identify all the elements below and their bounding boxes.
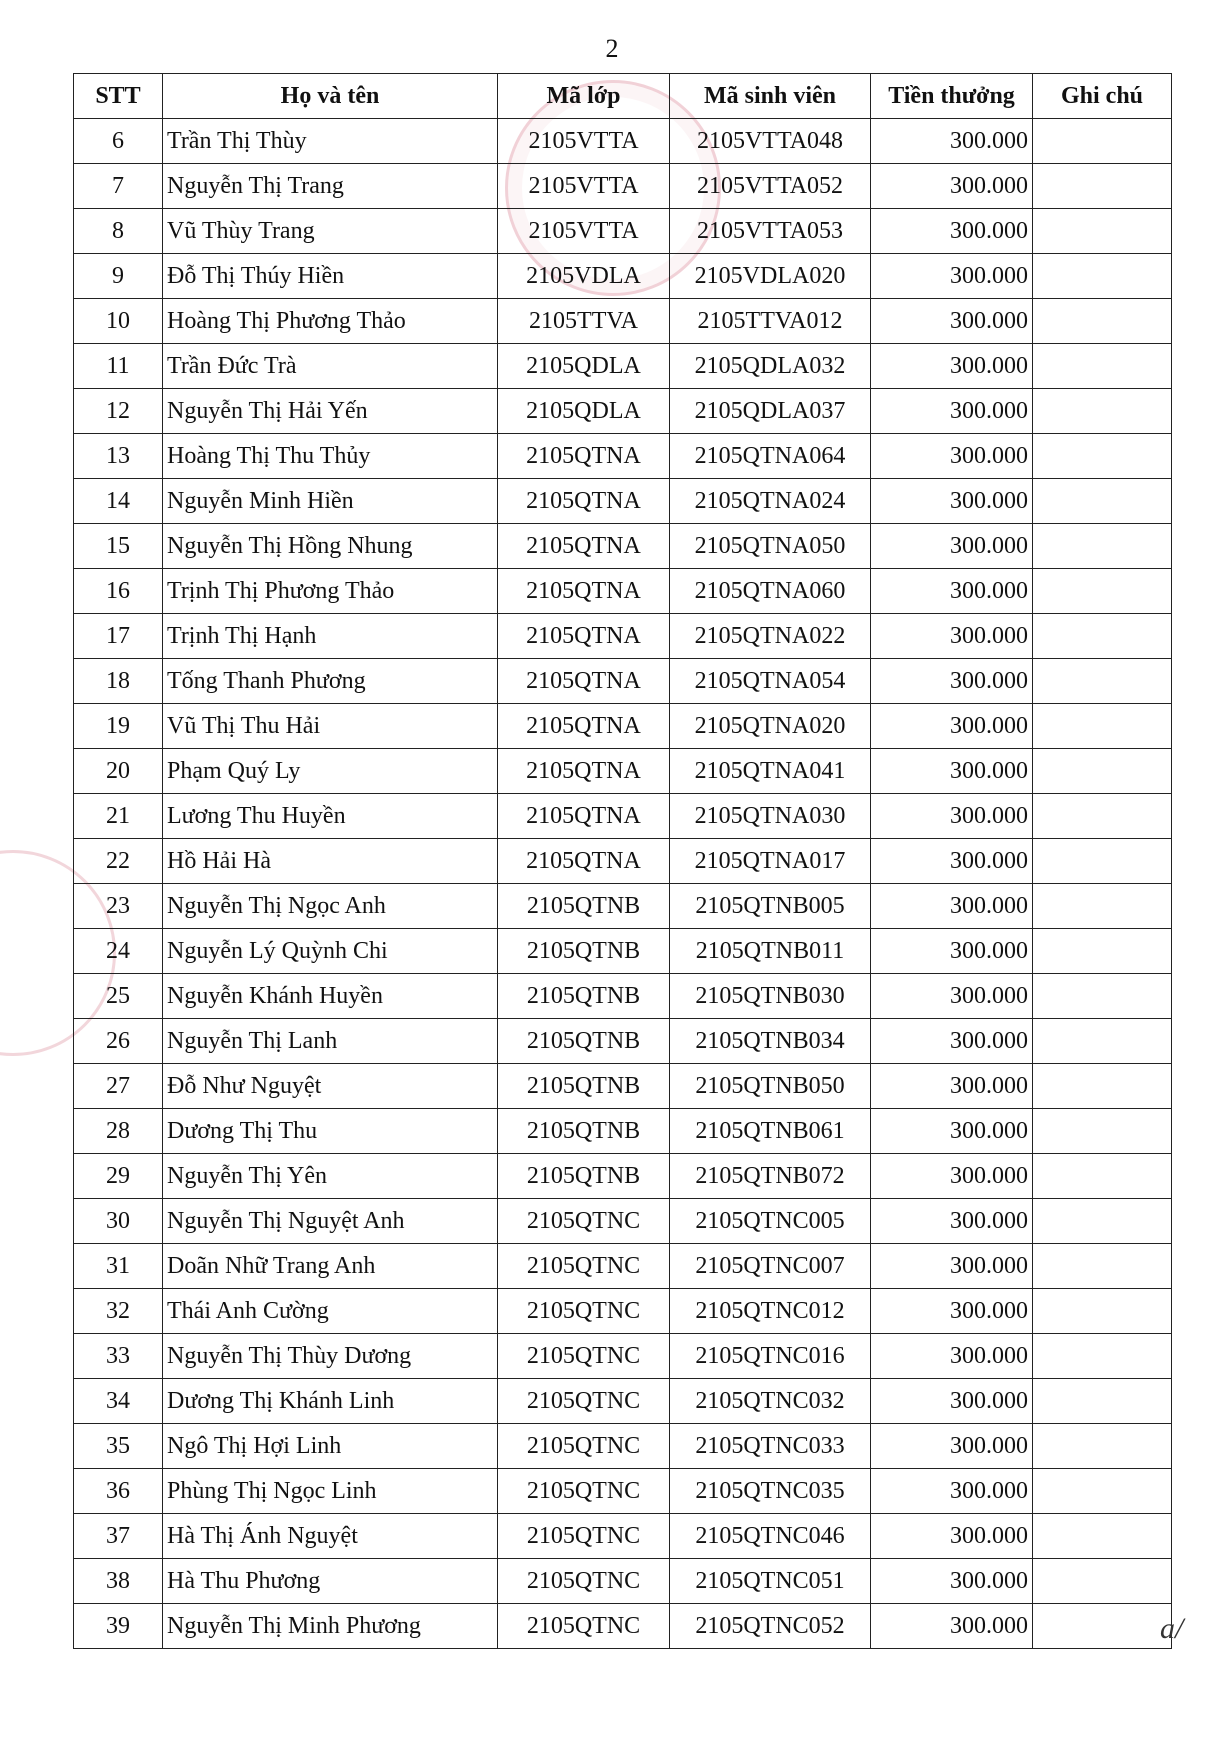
cell-note	[1033, 1064, 1172, 1109]
cell-reward: 300.000	[871, 1559, 1033, 1604]
cell-class-code: 2105QTNB	[498, 974, 670, 1019]
header-stt: STT	[74, 74, 163, 119]
cell-stt: 28	[74, 1109, 163, 1154]
header-note: Ghi chú	[1033, 74, 1172, 119]
table-row	[74, 524, 1172, 569]
table-row	[74, 569, 1172, 614]
cell-name: Lương Thu Huyền	[163, 794, 498, 839]
cell-student-id: 2105QTNC052	[670, 1604, 871, 1649]
initials-signature: a/	[1160, 1612, 1184, 1645]
cell-name: Nguyễn Thị Yên	[163, 1154, 498, 1199]
cell-stt: 12	[74, 389, 163, 434]
cell-class-code: 2105QTNA	[498, 524, 670, 569]
cell-stt: 15	[74, 524, 163, 569]
cell-student-id: 2105QTNC032	[670, 1379, 871, 1424]
cell-name: Tống Thanh Phương	[163, 659, 498, 704]
cell-stt: 23	[74, 884, 163, 929]
cell-student-id: 2105QTNB034	[670, 1019, 871, 1064]
cell-reward: 300.000	[871, 1604, 1033, 1649]
table-row	[74, 1604, 1172, 1649]
table-row	[74, 344, 1172, 389]
cell-student-id: 2105QTNB050	[670, 1064, 871, 1109]
cell-student-id: 2105QTNC016	[670, 1334, 871, 1379]
cell-reward: 300.000	[871, 1289, 1033, 1334]
cell-note	[1033, 1154, 1172, 1199]
header-name: Họ và tên	[163, 74, 498, 119]
cell-note	[1033, 749, 1172, 794]
cell-note	[1033, 839, 1172, 884]
table-row	[74, 1019, 1172, 1064]
cell-name: Nguyễn Thị Nguyệt Anh	[163, 1199, 498, 1244]
cell-name: Nguyễn Thị Hồng Nhung	[163, 524, 498, 569]
table-row	[74, 1424, 1172, 1469]
cell-note	[1033, 614, 1172, 659]
cell-stt: 24	[74, 929, 163, 974]
cell-stt: 18	[74, 659, 163, 704]
cell-note	[1033, 1604, 1172, 1649]
cell-student-id: 2105QTNB030	[670, 974, 871, 1019]
cell-name: Nguyễn Minh Hiền	[163, 479, 498, 524]
cell-name: Ngô Thị Hợi Linh	[163, 1424, 498, 1469]
cell-name: Nguyễn Thị Ngọc Anh	[163, 884, 498, 929]
cell-name: Trần Đức Trà	[163, 344, 498, 389]
cell-reward: 300.000	[871, 749, 1033, 794]
cell-name: Hồ Hải Hà	[163, 839, 498, 884]
cell-name: Hà Thu Phương	[163, 1559, 498, 1604]
cell-student-id: 2105QTNB072	[670, 1154, 871, 1199]
cell-reward: 300.000	[871, 299, 1033, 344]
cell-name: Trần Thị Thùy	[163, 119, 498, 164]
cell-stt: 8	[74, 209, 163, 254]
cell-note	[1033, 1334, 1172, 1379]
table-row	[74, 929, 1172, 974]
table-row	[74, 839, 1172, 884]
cell-reward: 300.000	[871, 974, 1033, 1019]
cell-reward: 300.000	[871, 1154, 1033, 1199]
cell-reward: 300.000	[871, 119, 1033, 164]
table-row	[74, 884, 1172, 929]
cell-stt: 7	[74, 164, 163, 209]
cell-note	[1033, 1469, 1172, 1514]
cell-student-id: 2105VTTA052	[670, 164, 871, 209]
cell-student-id: 2105QTNA050	[670, 524, 871, 569]
cell-reward: 300.000	[871, 1244, 1033, 1289]
cell-class-code: 2105QTNA	[498, 614, 670, 659]
cell-student-id: 2105QTNC012	[670, 1289, 871, 1334]
cell-stt: 10	[74, 299, 163, 344]
cell-stt: 20	[74, 749, 163, 794]
table-row	[74, 974, 1172, 1019]
cell-name: Trịnh Thị Phương Thảo	[163, 569, 498, 614]
cell-note	[1033, 974, 1172, 1019]
cell-stt: 9	[74, 254, 163, 299]
cell-note	[1033, 1019, 1172, 1064]
cell-name: Phùng Thị Ngọc Linh	[163, 1469, 498, 1514]
cell-reward: 300.000	[871, 209, 1033, 254]
cell-class-code: 2105VTTA	[498, 119, 670, 164]
table-row	[74, 209, 1172, 254]
cell-reward: 300.000	[871, 254, 1033, 299]
cell-name: Nguyễn Thị Minh Phương	[163, 1604, 498, 1649]
table-body	[74, 119, 1172, 1649]
table-row	[74, 1289, 1172, 1334]
cell-name: Nguyễn Thị Hải Yến	[163, 389, 498, 434]
cell-student-id: 2105VTTA048	[670, 119, 871, 164]
cell-stt: 21	[74, 794, 163, 839]
cell-reward: 300.000	[871, 389, 1033, 434]
cell-class-code: 2105QTNA	[498, 659, 670, 704]
cell-note	[1033, 1559, 1172, 1604]
header-student-id: Mã sinh viên	[670, 74, 871, 119]
cell-stt: 17	[74, 614, 163, 659]
cell-student-id: 2105QTNA064	[670, 434, 871, 479]
table-row	[74, 1154, 1172, 1199]
cell-reward: 300.000	[871, 1514, 1033, 1559]
cell-name: Nguyễn Thị Lanh	[163, 1019, 498, 1064]
cell-reward: 300.000	[871, 614, 1033, 659]
cell-student-id: 2105QDLA037	[670, 389, 871, 434]
cell-reward: 300.000	[871, 1019, 1033, 1064]
cell-student-id: 2105QTNC046	[670, 1514, 871, 1559]
cell-reward: 300.000	[871, 929, 1033, 974]
cell-name: Nguyễn Lý Quỳnh Chi	[163, 929, 498, 974]
cell-reward: 300.000	[871, 884, 1033, 929]
cell-class-code: 2105QTNC	[498, 1424, 670, 1469]
cell-reward: 300.000	[871, 1199, 1033, 1244]
cell-stt: 31	[74, 1244, 163, 1289]
cell-note	[1033, 119, 1172, 164]
cell-student-id: 2105QTNB005	[670, 884, 871, 929]
cell-stt: 11	[74, 344, 163, 389]
cell-class-code: 2105QTNB	[498, 1109, 670, 1154]
cell-name: Thái Anh Cường	[163, 1289, 498, 1334]
cell-note	[1033, 1109, 1172, 1154]
cell-stt: 14	[74, 479, 163, 524]
cell-stt: 37	[74, 1514, 163, 1559]
cell-stt: 13	[74, 434, 163, 479]
cell-class-code: 2105QTNC	[498, 1514, 670, 1559]
cell-reward: 300.000	[871, 1064, 1033, 1109]
cell-student-id: 2105QTNB061	[670, 1109, 871, 1154]
cell-note	[1033, 479, 1172, 524]
cell-name: Hoàng Thị Phương Thảo	[163, 299, 498, 344]
table-row	[74, 794, 1172, 839]
cell-student-id: 2105QTNC033	[670, 1424, 871, 1469]
cell-student-id: 2105QTNA022	[670, 614, 871, 659]
table-row	[74, 749, 1172, 794]
cell-class-code: 2105QTNC	[498, 1289, 670, 1334]
cell-class-code: 2105QTNC	[498, 1604, 670, 1649]
cell-student-id: 2105QDLA032	[670, 344, 871, 389]
cell-student-id: 2105QTNA030	[670, 794, 871, 839]
cell-note	[1033, 434, 1172, 479]
reward-list-table	[73, 73, 1172, 1649]
cell-class-code: 2105QTNB	[498, 929, 670, 974]
cell-name: Nguyễn Khánh Huyền	[163, 974, 498, 1019]
cell-note	[1033, 524, 1172, 569]
table-row	[74, 299, 1172, 344]
cell-note	[1033, 884, 1172, 929]
table-row	[74, 434, 1172, 479]
cell-stt: 39	[74, 1604, 163, 1649]
cell-class-code: 2105QTNB	[498, 1019, 670, 1064]
cell-student-id: 2105VDLA020	[670, 254, 871, 299]
cell-note	[1033, 569, 1172, 614]
cell-student-id: 2105QTNC035	[670, 1469, 871, 1514]
cell-class-code: 2105VTTA	[498, 209, 670, 254]
cell-note	[1033, 299, 1172, 344]
cell-reward: 300.000	[871, 1109, 1033, 1154]
cell-student-id: 2105QTNC051	[670, 1559, 871, 1604]
table-row	[74, 479, 1172, 524]
cell-class-code: 2105QTNA	[498, 794, 670, 839]
cell-class-code: 2105QTNA	[498, 704, 670, 749]
cell-note	[1033, 1424, 1172, 1469]
cell-stt: 34	[74, 1379, 163, 1424]
cell-reward: 300.000	[871, 1334, 1033, 1379]
cell-name: Đỗ Thị Thúy Hiền	[163, 254, 498, 299]
cell-name: Vũ Thùy Trang	[163, 209, 498, 254]
cell-student-id: 2105QTNC007	[670, 1244, 871, 1289]
cell-name: Vũ Thị Thu Hải	[163, 704, 498, 749]
cell-class-code: 2105QTNC	[498, 1379, 670, 1424]
cell-reward: 300.000	[871, 1424, 1033, 1469]
cell-note	[1033, 1199, 1172, 1244]
cell-student-id: 2105QTNB011	[670, 929, 871, 974]
table-row	[74, 119, 1172, 164]
cell-class-code: 2105QTNA	[498, 434, 670, 479]
cell-stt: 25	[74, 974, 163, 1019]
cell-class-code: 2105QTNB	[498, 884, 670, 929]
table-row	[74, 164, 1172, 209]
cell-name: Doãn Nhữ Trang Anh	[163, 1244, 498, 1289]
header-reward: Tiền thưởng	[871, 74, 1033, 119]
cell-reward: 300.000	[871, 704, 1033, 749]
cell-reward: 300.000	[871, 569, 1033, 614]
cell-reward: 300.000	[871, 794, 1033, 839]
cell-note	[1033, 1289, 1172, 1334]
cell-student-id: 2105VTTA053	[670, 209, 871, 254]
cell-class-code: 2105QDLA	[498, 389, 670, 434]
cell-stt: 19	[74, 704, 163, 749]
cell-class-code: 2105QTNA	[498, 749, 670, 794]
cell-class-code: 2105QTNC	[498, 1334, 670, 1379]
cell-student-id: 2105QTNC005	[670, 1199, 871, 1244]
cell-name: Nguyễn Thị Trang	[163, 164, 498, 209]
table-row	[74, 254, 1172, 299]
cell-student-id: 2105QTNA060	[670, 569, 871, 614]
cell-stt: 16	[74, 569, 163, 614]
cell-class-code: 2105QTNA	[498, 479, 670, 524]
cell-class-code: 2105QTNC	[498, 1244, 670, 1289]
cell-note	[1033, 794, 1172, 839]
cell-stt: 35	[74, 1424, 163, 1469]
header-class-code: Mã lớp	[498, 74, 670, 119]
table-row	[74, 1109, 1172, 1154]
cell-class-code: 2105QTNC	[498, 1469, 670, 1514]
cell-class-code: 2105QTNA	[498, 839, 670, 884]
cell-note	[1033, 254, 1172, 299]
cell-note	[1033, 1514, 1172, 1559]
cell-stt: 22	[74, 839, 163, 884]
cell-note	[1033, 344, 1172, 389]
cell-class-code: 2105QTNC	[498, 1199, 670, 1244]
cell-note	[1033, 1244, 1172, 1289]
cell-name: Hà Thị Ánh Nguyệt	[163, 1514, 498, 1559]
cell-stt: 6	[74, 119, 163, 164]
cell-reward: 300.000	[871, 479, 1033, 524]
cell-class-code: 2105QTNB	[498, 1064, 670, 1109]
cell-reward: 300.000	[871, 164, 1033, 209]
cell-stt: 33	[74, 1334, 163, 1379]
cell-note	[1033, 389, 1172, 434]
cell-reward: 300.000	[871, 1469, 1033, 1514]
cell-student-id: 2105TTVA012	[670, 299, 871, 344]
table-row	[74, 704, 1172, 749]
cell-reward: 300.000	[871, 1379, 1033, 1424]
cell-reward: 300.000	[871, 839, 1033, 884]
cell-name: Đỗ Như Nguyệt	[163, 1064, 498, 1109]
cell-reward: 300.000	[871, 434, 1033, 479]
table-row	[74, 389, 1172, 434]
cell-stt: 30	[74, 1199, 163, 1244]
cell-class-code: 2105VDLA	[498, 254, 670, 299]
cell-note	[1033, 164, 1172, 209]
cell-class-code: 2105TTVA	[498, 299, 670, 344]
cell-stt: 26	[74, 1019, 163, 1064]
cell-note	[1033, 209, 1172, 254]
table-row	[74, 1064, 1172, 1109]
table-row	[74, 1559, 1172, 1604]
cell-note	[1033, 1379, 1172, 1424]
cell-name: Trịnh Thị Hạnh	[163, 614, 498, 659]
table-row	[74, 1514, 1172, 1559]
cell-name: Phạm Quý Ly	[163, 749, 498, 794]
cell-student-id: 2105QTNA041	[670, 749, 871, 794]
cell-student-id: 2105QTNA024	[670, 479, 871, 524]
table-row	[74, 1379, 1172, 1424]
table-header-row	[74, 74, 1172, 119]
cell-stt: 29	[74, 1154, 163, 1199]
cell-class-code: 2105QTNC	[498, 1559, 670, 1604]
cell-reward: 300.000	[871, 524, 1033, 569]
cell-name: Hoàng Thị Thu Thủy	[163, 434, 498, 479]
cell-class-code: 2105QDLA	[498, 344, 670, 389]
cell-name: Nguyễn Thị Thùy Dương	[163, 1334, 498, 1379]
cell-stt: 36	[74, 1469, 163, 1514]
cell-class-code: 2105QTNA	[498, 569, 670, 614]
cell-class-code: 2105VTTA	[498, 164, 670, 209]
table-row	[74, 1469, 1172, 1514]
table-row	[74, 1199, 1172, 1244]
cell-student-id: 2105QTNA020	[670, 704, 871, 749]
cell-stt: 32	[74, 1289, 163, 1334]
cell-student-id: 2105QTNA017	[670, 839, 871, 884]
table-row	[74, 659, 1172, 704]
cell-reward: 300.000	[871, 344, 1033, 389]
page-number: 2	[605, 34, 619, 63]
cell-name: Dương Thị Khánh Linh	[163, 1379, 498, 1424]
cell-reward: 300.000	[871, 659, 1033, 704]
cell-class-code: 2105QTNB	[498, 1154, 670, 1199]
cell-student-id: 2105QTNA054	[670, 659, 871, 704]
cell-stt: 27	[74, 1064, 163, 1109]
cell-note	[1033, 704, 1172, 749]
table-row	[74, 1334, 1172, 1379]
table-row	[74, 614, 1172, 659]
cell-note	[1033, 659, 1172, 704]
cell-name: Dương Thị Thu	[163, 1109, 498, 1154]
table-row	[74, 1244, 1172, 1289]
cell-note	[1033, 929, 1172, 974]
cell-stt: 38	[74, 1559, 163, 1604]
